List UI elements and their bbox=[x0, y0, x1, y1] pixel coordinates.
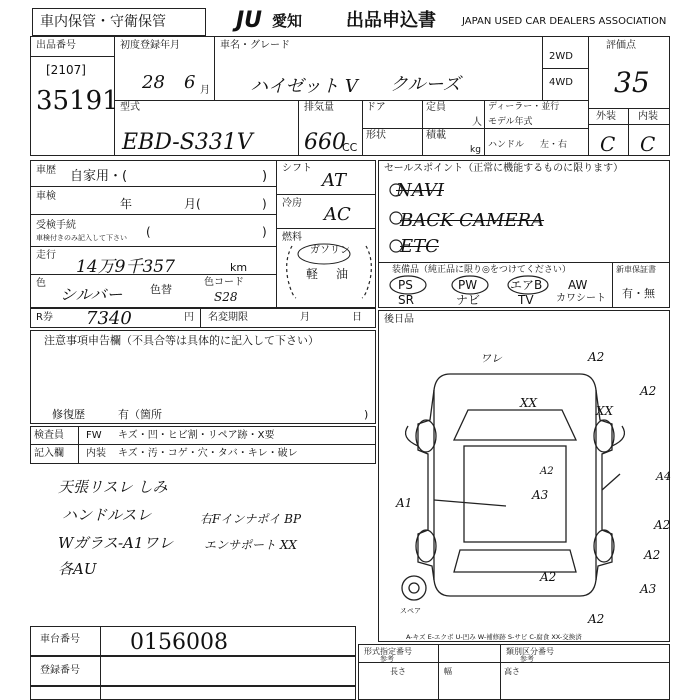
capacity-label: 定員 bbox=[426, 102, 446, 113]
repair-value: 有（箇所 bbox=[118, 408, 162, 421]
fw-label: FW bbox=[86, 430, 102, 441]
damage-label-11: A3 bbox=[640, 582, 657, 596]
receipt-open: ( bbox=[146, 225, 151, 239]
equip-ps: PS bbox=[398, 278, 413, 292]
car-name: ハイゼット V bbox=[250, 76, 358, 97]
height-label: 高さ bbox=[504, 667, 520, 676]
use-close: ) bbox=[262, 169, 268, 184]
selling-point-camera: BACK CAMERA bbox=[400, 210, 545, 231]
category-sanko: 参考 bbox=[520, 655, 534, 663]
name-change-day: 日 bbox=[352, 312, 362, 323]
storage-note: 車内保管・守衛保管 bbox=[40, 14, 166, 30]
displacement-label: 排気量 bbox=[304, 102, 334, 113]
ac-label: 冷房 bbox=[282, 198, 302, 209]
chassis-label: 車台番号 bbox=[40, 634, 80, 645]
car-diagram bbox=[390, 350, 640, 610]
spare-label: スペア bbox=[400, 607, 421, 615]
damage-label-10: A2 bbox=[644, 548, 661, 562]
category-label: 類別区分番号 bbox=[506, 647, 554, 656]
receipt-note: 車検付きのみ記入して下さい bbox=[36, 234, 127, 242]
int-items: キズ・汚・コゲ・穴・タバ・キレ・破レ bbox=[118, 448, 298, 459]
door-label: ドア bbox=[366, 102, 386, 113]
shaken-month: 月( bbox=[184, 197, 201, 211]
cc-unit: CC bbox=[342, 141, 358, 154]
length-label: 長さ bbox=[390, 667, 406, 676]
fuel-gas: ガソリン bbox=[310, 245, 350, 256]
new-car-label: 新車保証書 bbox=[616, 265, 656, 274]
damage-label-13: A2 bbox=[588, 612, 605, 626]
model-value: EBD-S331V bbox=[122, 130, 253, 155]
form-label: 形式指定番号 bbox=[364, 647, 412, 656]
reg-no-label: 登録番号 bbox=[40, 665, 80, 676]
color-change-label: 色替 bbox=[150, 283, 172, 296]
int-check-label: 内装 bbox=[86, 448, 106, 459]
use-label: 車歴 bbox=[36, 165, 56, 176]
model-label: 型式 bbox=[120, 102, 140, 113]
mid-note-1: 右Fインナポイ BP bbox=[200, 512, 302, 526]
drive-4wd: 4WD bbox=[549, 77, 573, 88]
damage-legend: A-キズ E-エクボ U-凹み W-補修跡 S-サビ C-腐食 XX-交換済 bbox=[406, 633, 582, 641]
lot-number: 35191 bbox=[36, 86, 119, 116]
drive-2wd: 2WD bbox=[549, 51, 573, 62]
shaken-year: 年 bbox=[120, 197, 133, 211]
damage-label-3: XX bbox=[520, 396, 538, 410]
fuel-bracket-icon bbox=[282, 240, 376, 304]
name-change-label: 名変期限 bbox=[208, 312, 248, 323]
chassis-value: 0156008 bbox=[130, 630, 228, 655]
repair-close: ) bbox=[364, 408, 369, 421]
selling-check-circles bbox=[380, 176, 410, 262]
equip-tv: TV bbox=[518, 293, 534, 307]
int-score: C bbox=[640, 132, 656, 156]
mileage-value: 14万9千357 bbox=[76, 257, 175, 277]
note-3: Wガラス-A1ワレ bbox=[58, 534, 174, 552]
damage-label-5: XX bbox=[596, 404, 614, 418]
damage-label-8: A1 bbox=[396, 496, 413, 510]
width-label: 幅 bbox=[444, 667, 452, 676]
mid-note-2: エンサポート XX bbox=[204, 538, 297, 552]
equip-pw: PW bbox=[458, 278, 478, 292]
repair-label: 修復歴 bbox=[52, 408, 85, 421]
shaken-close: ) bbox=[262, 197, 267, 211]
name-change-month: 月 bbox=[300, 312, 310, 323]
damage-label-12: A2 bbox=[540, 570, 557, 584]
fuel-light: 軽 bbox=[306, 267, 319, 281]
caution-title: 注意事項申告欄（不具合等は具体的に記入して下さい） bbox=[44, 334, 319, 347]
damage-label-2: A2 bbox=[588, 350, 605, 364]
damage-label-14: A2 bbox=[540, 466, 554, 477]
handle-value: 左・右 bbox=[540, 140, 568, 150]
int-label: 内装 bbox=[638, 111, 658, 122]
damage-label-6: A4 bbox=[656, 470, 671, 483]
equip-seat: カワシート bbox=[556, 293, 606, 304]
ext-score: C bbox=[600, 132, 616, 156]
score-label: 評価点 bbox=[606, 40, 636, 51]
recorder-label: 記入欄 bbox=[34, 448, 64, 459]
color-code-label: 色コード bbox=[204, 277, 244, 288]
kg-unit: kg bbox=[470, 145, 481, 155]
mileage-label: 走行 bbox=[36, 250, 56, 261]
inspector-label: 検査員 bbox=[34, 430, 64, 441]
color-label: 色 bbox=[36, 278, 46, 289]
note-4: 各AU bbox=[58, 560, 97, 578]
receipt-label: 受検手続 bbox=[36, 220, 76, 231]
damage-label-4: A2 bbox=[640, 384, 657, 398]
fw-items: キズ・凹・ヒビ割・リペア跡・X要 bbox=[118, 430, 275, 441]
shift-value: AT bbox=[322, 170, 347, 191]
displacement-value: 660 bbox=[304, 130, 346, 155]
ac-value: AC bbox=[324, 204, 351, 225]
handle-label: ハンドル bbox=[488, 140, 525, 150]
shape-label: 形状 bbox=[366, 130, 386, 141]
selling-point-etc: ETC bbox=[400, 236, 439, 257]
lot-label: 出品番号 bbox=[36, 40, 76, 51]
person-unit: 人 bbox=[472, 117, 482, 128]
note-1: 天張リスレ しみ bbox=[58, 478, 168, 496]
equip-navi: ナビ bbox=[456, 293, 481, 307]
org-name: 愛知 bbox=[272, 12, 303, 30]
shift-label: シフト bbox=[282, 163, 312, 174]
ju-logo: JU bbox=[236, 8, 263, 33]
load-label: 積載 bbox=[426, 130, 446, 141]
form-sanko: 参考 bbox=[380, 655, 394, 663]
note-2: ハンドルスレ bbox=[62, 506, 152, 524]
damage-label-7: A2 bbox=[654, 518, 671, 532]
reg-month-unit: 月 bbox=[200, 85, 210, 96]
reg-month: 6 bbox=[184, 72, 196, 93]
shaken-label: 車検 bbox=[36, 191, 56, 202]
form-title: 出品申込書 bbox=[346, 10, 436, 31]
r-yen: 円 bbox=[184, 312, 194, 323]
equipment-title: 装備品（純正品に限り◎をつけてください） bbox=[392, 265, 571, 275]
reg-label: 初度登録年月 bbox=[120, 40, 180, 51]
r-value: 7340 bbox=[86, 308, 132, 329]
r-label: R券 bbox=[36, 312, 53, 323]
use-value: 自家用・( bbox=[70, 169, 128, 184]
r-row bbox=[30, 308, 376, 328]
mileage-unit: km bbox=[230, 261, 248, 274]
selling-point-navi: NAVI bbox=[396, 180, 444, 201]
model-year-label: モデル年式 bbox=[488, 117, 533, 127]
grade: クルーズ bbox=[390, 74, 461, 95]
equipment-circles bbox=[380, 270, 550, 296]
dealer-label: ディーラー・並行 bbox=[488, 102, 560, 112]
ext-label: 外装 bbox=[596, 111, 616, 122]
rear-label: 後日品 bbox=[384, 314, 414, 325]
score-value: 35 bbox=[614, 66, 650, 99]
receipt-close: ) bbox=[262, 225, 267, 239]
damage-label-9: A3 bbox=[532, 488, 549, 502]
new-car-value: 有・無 bbox=[622, 287, 655, 300]
color-value: シルバー bbox=[60, 285, 123, 304]
equip-aw: AW bbox=[568, 278, 588, 292]
fuel-oil: 油 bbox=[336, 267, 349, 281]
bottom-strip bbox=[30, 686, 356, 700]
selling-title: セールスポイント（正常に機能するものに限ります） bbox=[384, 163, 624, 174]
lot-code: [2107] bbox=[46, 63, 86, 77]
color-code-value: S28 bbox=[214, 290, 238, 304]
association-name: JAPAN USED CAR DEALERS ASSOCIATION bbox=[462, 16, 667, 27]
equip-sr: SR bbox=[398, 293, 414, 307]
equip-airbag: エアB bbox=[510, 278, 543, 292]
name-label: 車名・グレード bbox=[220, 40, 290, 51]
reg-year: 28 bbox=[142, 72, 165, 93]
damage-label-1: ワレ bbox=[480, 352, 502, 365]
fuel-label: 燃料 bbox=[282, 232, 302, 243]
